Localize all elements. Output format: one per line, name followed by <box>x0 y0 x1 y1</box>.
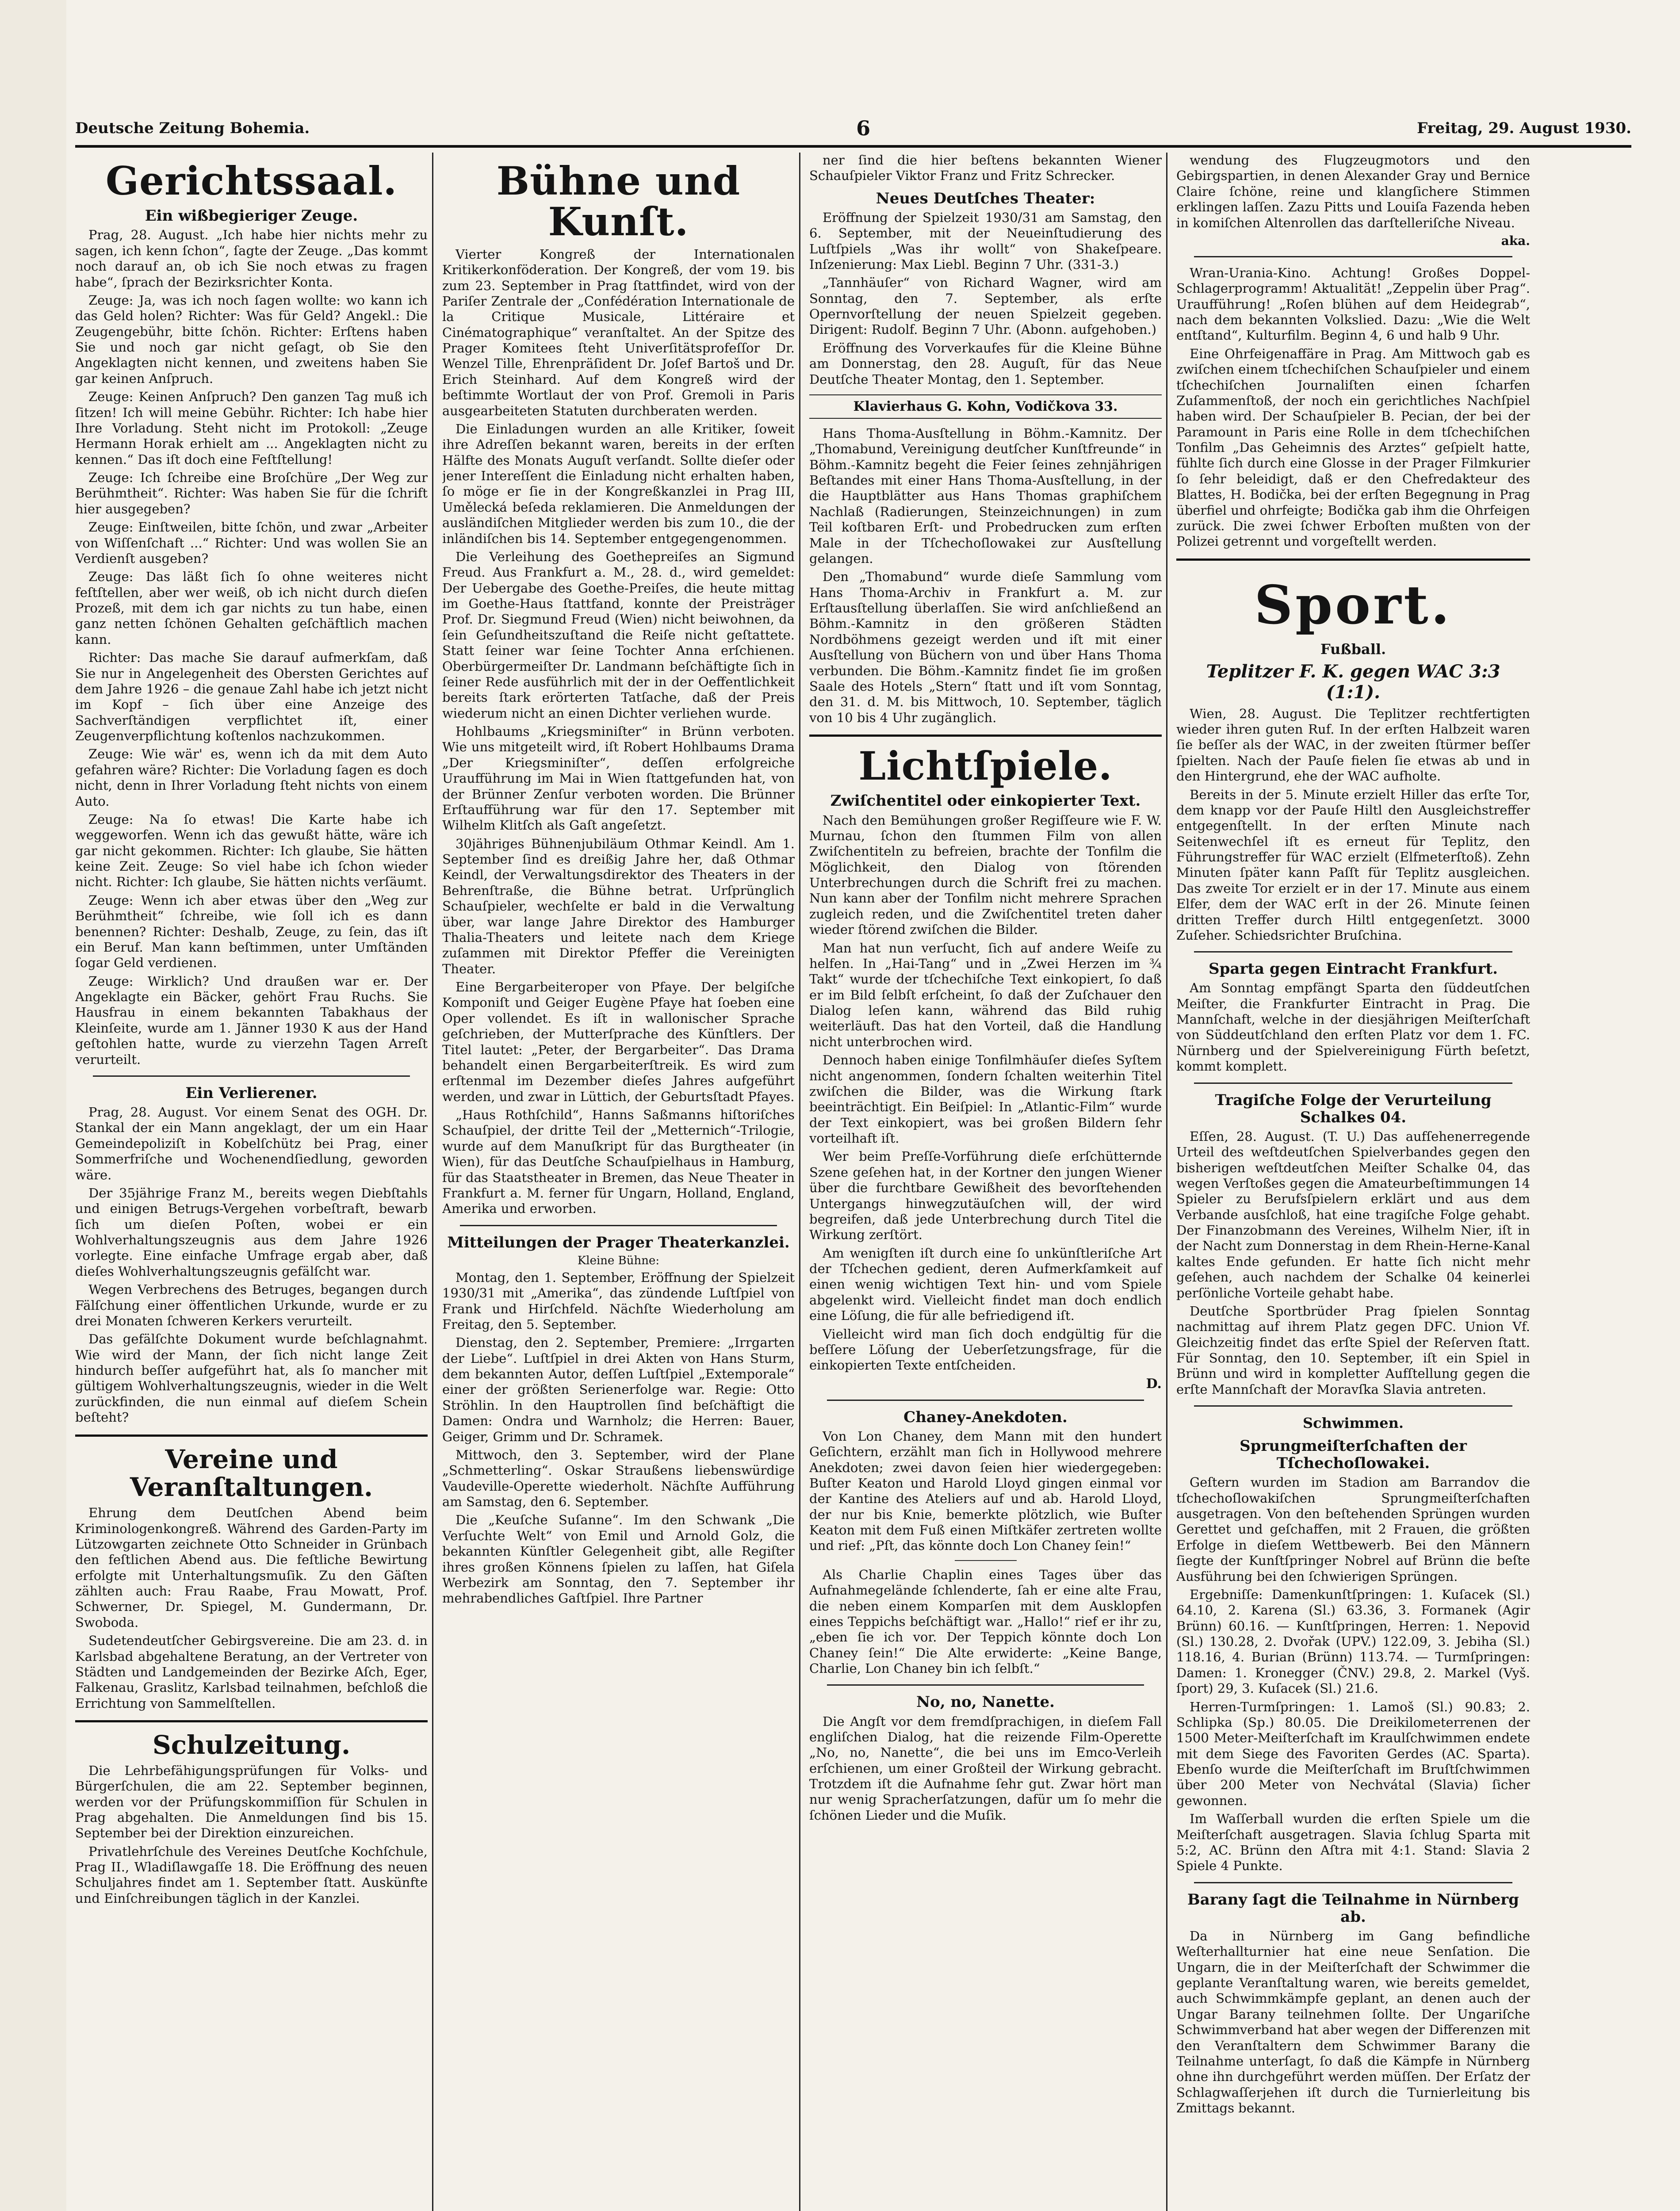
article-paragraph: Zeuge: Wie wär' es, wenn ich da mit dem Auto gefahren wäre? Richter: Die Vorladung ſagen es doch nicht, denn in Ihrer Vorladung ſteht nichts von einem Auto. <box>75 746 428 809</box>
article-paragraph: Zeuge: Wirklich? Und draußen war er. Der Angeklagte ein Bäcker, gehört Frau Ruchs. Sie Hausfrau in einem bekannten Tabakhaus der Kleinſeite, wurde am 1. Jänner 1930 K aus der Hand geſtohlen hatte, wurde zu vierzehn Tagen Arreſt verurteilt. <box>75 973 428 1067</box>
article-paragraph: Wran-Urania-Kino. Achtung! Großes Doppel-Schlagerprogramm! Aktualität! „Zeppelin über Prag“. Uraufführung! „Roſen blühen auf dem Heidegrab“, nach dem bekannten Volkslied. Dazu: „Wie die Welt entſtand“, Kulturfilm. Beginn 4, 6 und halb 9 Uhr. <box>1176 265 1530 343</box>
article-title: Zwiſchentitel oder einkopierter Text. <box>830 792 1141 810</box>
article-title: Tragiſche Folge der Verurteilung Schalkes 04. <box>1215 1091 1492 1126</box>
article-title: No, no, Nanette. <box>916 1693 1055 1711</box>
article-title: Mitteilungen der Prager Theaterkanzlei. <box>447 1233 790 1251</box>
article-paragraph: Die „Keuſche Suſanne“. Im den Schwank „Die Verſuchte Welt“ von Emil und Arnold Golz, die bekannten Künſtler Gelegenheit gibt, alle Regiſter ihres großen Könnens ſpielen zu laſſen, hat Giſela Werbezirk am Sonntag, den 7. September ihr mehrabendliches Gaſtſpiel. Ihre Partner <box>442 1512 795 1606</box>
article-paragraph: Im Waſſerball wurden die erſten Spiele um die Meiſterſchaft ausgetragen. Slavia ſchlug Sparta mit 5:2, AC. Brünn den Aſtra mit 4:1. Stand: Slavia 2 Spiele 4 Punkte. <box>1176 1811 1530 1874</box>
article-paragraph: Prag, 28. August. Vor einem Senat des OGH. Dr. Stankal der ein Mann angeklagt, der um ein Haar Gemeindepoliziſt in Kobelſchütz bei Prag, einer Sommerfriſche und Wochenendſiedlung, geworden wäre. <box>75 1105 428 1182</box>
column-2 <box>442 153 800 2211</box>
article-paragraph: Die Lehrbefähigungsprüfungen für Volks- und Bürgerſchulen, die am 22. September beginnen, werden vor der Prüfungskommiſſion für Schulen in Prag abgehalten. Die Anmeldungen ſind bis 15. September bei der Direktion einzureichen. <box>75 1763 428 1841</box>
article-paragraph: Mittwoch, den 3. September, wird der Plane „Schmetterling“. Oskar Straußens liebenswürdige Vaudeville-Operette wiederholt. Nächſte Aufführung am Samstag, den 6. September. <box>442 1447 795 1509</box>
column-3 <box>809 153 1167 2211</box>
issue-date: Freitag, 29. August 1930. <box>1417 119 1631 137</box>
section-heading-clubs: Vereine und Veranſtaltungen. <box>130 1444 373 1503</box>
article-paragraph: Zeuge: Das läßt ſich ſo ohne weiteres nicht feſtſtellen, aber wer weiß, ob ich nicht durch dieſen Prozeß, mit dem ich gar nichts zu tun habe, einen ganz netten ſchönen Gehalten geſchäftlich machen kann. <box>75 569 428 647</box>
article-paragraph: Da in Nürnberg im Gang befindliche Weſterhallturnier hat eine neue Senſation. Die Ungarn, die in der Meiſterſchaft der Schwimmer die geplante Veranſtaltung waren, wie bereits gemeldet, auch Schwimmkämpfe geplant, an denen auch der Ungar Barany teilnehmen ſollte. Der Ungariſche Schwimmverband hat aber wegen der Differenzen mit den Veranſtaltern dem Schwimmer Barany die Teilnahme unterſagt, ſo daß die Kämpfe in Nürnberg ohne ihn durchgeführt werden müſſen. Der Erſatz der Schlagwaſſerjehen iſt durch die Turnierleitung bis Zmittags bekannt. <box>1176 1928 1530 2116</box>
section-heading-cinema: Lichtſpiele. <box>858 743 1113 789</box>
advertisement: Klavierhaus G. Kohn, Vodičkova 33. <box>809 394 1162 419</box>
subsection-label: Schwimmen. <box>1302 1415 1404 1432</box>
columns <box>75 153 1632 2211</box>
article-paragraph: Zeuge: Wenn ich aber etwas über den „Weg zur Berühmtheit“ ſchreibe, wie ſoll ich es dann benennen? Richter: Deshalb, Zeuge, zu ſein, das iſt ein Beruf. Man kann beſtimmen, unter Umſtänden ſogar Geld verdienen. <box>75 892 428 971</box>
article-title: Sparta gegen Eintracht Frankfurt. <box>1209 960 1498 978</box>
article-paragraph: „Haus Rothſchild“, Hanns Saßmanns hiſtoriſches Schauſpiel, der dritte Teil der „Metternich“-Trilogie, wurde auf dem Manuſkript für das Burgtheater (in Wien), für das Deutſche Schauſpielhaus in Hamburg, für das Staatstheater in Bremen, das Neue Theater in Frankfurt a. M. ferner für Ungarn, Holland, England, Amerika und erworben. <box>442 1107 795 1216</box>
article-paragraph: 30jähriges Bühnenjubiläum Othmar Keindl. Am 1. September ſind es dreißig Jahre her, daß Othmar Keindl, der Verwaltungsdirektor des Theaters in der Behrenſtraße, die Bühne betrat. Urſprünglich Schauſpieler, wechſelte er bald in die Verwaltung über, war lange Jahre Direktor des Hamburger Thalia-Theaters und leitete nach dem Kriege zuſammen mit Direktor Pfeffer die Vereinigten Theater. <box>442 836 795 976</box>
divider <box>75 1720 428 1722</box>
article-paragraph: Das gefälſchte Dokument wurde beſchlagnahmt. Wie wird der Mann, der ſich nicht lange Zeit hindurch beſſer aufgeführt hat, als ſo mancher mit gültigem Wohlverhaltungszeugnis, wieder in die Welt zurückfinden, die nun einmal auf dieſem Schein beſteht? <box>75 1331 428 1425</box>
article-paragraph: ner ſind die hier beſtens bekannten Wiener Schauſpieler Viktor Franz und Fritz Schrecker. <box>809 153 1162 184</box>
article-paragraph: Vielleicht wird man ſich doch endgültig für die beſſere Löſung der Ueberſetzungsfrage, für die einkopierten Texte entſcheiden. <box>809 1326 1162 1373</box>
divider <box>809 734 1162 737</box>
divider <box>1194 1405 1512 1407</box>
page-number: 6 <box>856 116 871 140</box>
article-paragraph: Privatlehrſchule des Vereines Deutſche Kochſchule, Prag II., Wladiſlawgaſſe 18. Die Eröffnung des neuen Schuljahres findet am 1. September ſtatt. Auskünfte und Einſchreibungen täglich in der Kanzlei. <box>75 1844 428 1906</box>
column-4 <box>1176 153 1535 2211</box>
article-paragraph: Von Lon Chaney, dem Mann mit den hundert Geſichtern, erzählt man ſich in Hollywood mehrere Anekdoten; zwei davon ſeien hier wiedergegeben: Buſter Keaton und Harold Lloyd gingen einmal vor der Kantine des Ateliers auf und ab. Harold Lloyd, der nur bis Knie, bemerkte plötzlich, wie Buſter Keaton mit dem Fuß einen Miſtkäfer zertreten wollte und rief: „Pſt, das könnte doch Lon Chaney ſein!“ <box>809 1428 1162 1553</box>
divider <box>1194 1083 1512 1084</box>
author-signature: aka. <box>1501 233 1530 248</box>
section-heading-court: Gerichtssaal. <box>105 158 398 204</box>
article-title: Sprungmeiſterſchaften der Tſchechoſlowakei. <box>1240 1437 1467 1473</box>
article-paragraph: Die Einladungen wurden an alle Kritiker, ſoweit ihre Adreſſen bekannt waren, bereits in der erſten Hälfte des Monats Auguſt verſandt. Sollte dieſer oder jener Intereſſent die Einladung nicht erhalten haben, ſo möge er ſie in der Kongreßkanzlei in Prag III, Umělecká beſeda reklamieren. Die Anmeldungen der ausländiſchen Mitglieder werden bis zum 10., die der inländiſchen bis 14. September entgegengenommen. <box>442 421 795 546</box>
head-rule <box>75 145 1631 148</box>
article-paragraph: Wer beim Preſſe-Vorführung dieſe erſchütternde Szene geſehen hat, in der Kortner den jungen Wiener über die furchtbare Gewißheit des bevorſtehenden Untergangs hinwegzutäuſchen will, der wird begreifen, daß jede Unterbrechung durch Titel die Wirkung zerſtört. <box>809 1149 1162 1243</box>
article-paragraph: Am wenigſten iſt durch eine ſo unkünſtleriſche Art der Tſchechen gedient, deren Aufmerkſamkeit auf einen wenig wichtigen Text hin- und vom Spiele abgelenkt wird. Vielleicht findet man doch endlich eine Löſung, die für alle befriedigend iſt. <box>809 1245 1162 1324</box>
article-title: Barany ſagt die Teilnahme in Nürnberg ab. <box>1187 1890 1519 1926</box>
article-title: Teplitzer F. K. gegen WAC 3:3 (1:1). <box>1206 661 1500 703</box>
article-paragraph: Die Verleihung des Goethepreiſes an Sigmund Freud. Aus Frankfurt a. M., 28. d., wird gemeldet: Der Uebergabe des Goethe-Preiſes, die heute mittag im Goethe-Haus ſtattfand, konnte der Preisträger Prof. Dr. Siegmund Freud (Wien) nicht beiwohnen, da ſein Geſundheitszuſtand die Reiſe nicht geſtattete. Statt ſeiner war ſeine Tochter Anna erſchienen. Oberbürgermeiſter Dr. Landmann beſchäftigte ſich in ſeiner Rede ausführlich mit der in der Oeffentlichkeit bereits ſtark erörterten Tatſache, daß der Preis wiederum nicht an einen Dichter verliehen wurde. <box>442 549 795 721</box>
scan-margin <box>0 0 66 2211</box>
article-paragraph: Am Sonntag empfängt Sparta den ſüddeutſchen Meiſter, die Frankfurter Eintracht in Prag. Die Mannſchaft, welche in der diesjährigen Meiſterſchaft von Süddeutſchland den erſten Platz vor dem 1. FC. Nürnberg und der Spielvereinigung Fürth beſetzt, kommt komplett. <box>1176 980 1530 1074</box>
article-paragraph: Der 35jährige Franz M., bereits wegen Diebſtahls und einigen Betrugs-Vergehen vorbeſtraft, bewarb ſich um dieſen Poſten, wobei er ein Wohlverhaltungszeugnis aus dem Jahre 1926 vorlegte. Eine einfache Umfrage ergab aber, daß dieſes Wohlverhaltungszeugnis gefälſcht war. <box>75 1185 428 1279</box>
article-paragraph: Eſſen, 28. August. (T. U.) Das aufſehenerregende Urteil des weſtdeutſchen Spielverbandes gegen den bisherigen weſtdeutſchen Meiſter Schalke 04, das wegen Verſtoßes gegen die Amateurbeſtimmungen 14 Spieler zu Berufsſpielern erklärt und aus dem Verbande ausſchloß, hat eine tragiſche Folge gehabt. Der Finanzobmann des Vereines, Wilhelm Nier, iſt in der Nacht zum Donnerstag in dem Rhein-Herne-Kanal kaltes Ende gefunden. Er hatte ſich nicht mehr geſehen, auch nachdem der Schalke 04 keinerlei perſönliche Vorteile gehabt habe. <box>1176 1128 1530 1301</box>
section-heading-stage: Bühne und Kunſt. <box>496 158 741 245</box>
article-paragraph: Zeuge: Ja, was ich noch ſagen wollte: wo kann ich das Geld holen? Richter: Was für Geld? Angekl.: Die Zeugengebühr, bitte ſchön. Richter: Erſtens haben Sie und noch gar nicht geſagt, ob Sie den Angeklagten nicht kennen, und zweitens haben Sie gar keinen Anſpruch. <box>75 292 428 386</box>
article-paragraph: Dennoch haben einige Tonfilmhäuſer dieſes Syſtem nicht angenommen, ſondern ſchalten weiterhin Titel zwiſchen die Bilder, was die Wirkung ſtark beeinträchtigt. Ein Beiſpiel: In „Atlantic-Film“ wurde der Text einkopiert, was bei großen Bildern ſehr vorteilhaft iſt. <box>809 1052 1162 1146</box>
divider <box>93 1075 410 1077</box>
section-heading-sport: Sport. <box>1254 574 1452 636</box>
article-paragraph: Nach den Bemühungen großer Regiſſeure wie F. W. Murnau, ſchon den ſtummen Film von allen Zwiſchentiteln zu befreien, brachte der Tonfilm die Möglichkeit, den Dialog von ſtörenden Unterbrechungen durch die Schrift frei zu machen. Nun kann aber der Tonfilm nicht mehrere Sprachen zugleich reden, und die Zwiſchentitel treten daher wieder ſtörend zwiſchen die Bilder. <box>809 812 1162 937</box>
article-title: Ein wißbegieriger Zeuge. <box>145 207 358 225</box>
article-paragraph: wendung des Flugzeugmotors und den Gebirgspartien, in denen Alexander Gray und Bernice Claire ſchöne, reine und klangſichere Stimmen erklingen laſſen. Zazu Pitts und Louiſa Fazenda heben in komiſchen Altenrollen das darſtelleriſche Niveau. <box>1176 153 1530 230</box>
article-paragraph: Dienstag, den 2. September, Premiere: „Irrgarten der Liebe“. Luſtſpiel in drei Akten von Hans Sturm, dem bekannten Autor, deſſen Luſtſpiel „Extemporale“ einer der größten Serienerfolge war. Regie: Otto Ströhlin. In den Hauptrollen ſind beſchäftigt die Damen: Ondra und Warnholz; die Herren: Bauer, Geiger, Grimm und Dr. Schramek. <box>442 1335 795 1444</box>
article-paragraph: Zeuge: Einſtweilen, bitte ſchön, und zwar „Arbeiter von Wiſſenſchaft ...“ Richter: Und was wollen Sie an Verdienſt ausgeben? <box>75 520 428 566</box>
article-paragraph: Als Charlie Chaplin eines Tages über das Aufnahmegelände ſchlenderte, ſah er eine alte Frau, die neben einem Komparſen mit dem Ausklopfen eines Teppichs beſchäftigt war. „Hallo!“ rief er ihr zu, „eben ſie ich vor. Der Teppich könnte doch Lon Chaney ſein!“ Die Alte erwiderte: „Keine Bange, Charlie, Lon Chaney bin ich ſelbſt.“ <box>809 1567 1162 1676</box>
article-paragraph: Sudetendeutſcher Gebirgsvereine. Die am 23. d. in Karlsbad abgehaltene Beratung, an der Vertreter von Städten und Landgemeinden der Bezirke Aſch, Eger, Falkenau, Graslitz, Karlsbad teilnahmen, beſchloß die Errichtung von Sammelſtellen. <box>75 1633 428 1711</box>
article-paragraph: Eröffnung der Spielzeit 1930/31 am Samstag, den 6. September, mit der Neueinſtudierung des Luſtſpiels „Was ihr wollt“ von Shakeſpeare. Inſzenierung: Max Liebl. Beginn 7 Uhr. (331-3.) <box>809 210 1162 272</box>
article-paragraph: Deutſche Sportbrüder Prag ſpielen Sonntag nachmittag auf ihrem Platz gegen DFC. Union Vf. Gleichzeitig findet das erſte Spiel der Reſerven ſtatt. Für Sonntag, den 10. September, iſt ein Spiel in Brünn und wird in kompletter Aufſtellung gegen die erſte Mannſchaft der Moravſka Slavia antreten. <box>1176 1303 1530 1397</box>
divider <box>827 1684 1144 1686</box>
subsection-label: Kleine Bühne: <box>577 1254 660 1267</box>
article-paragraph: Ehrung dem Deutſchen Abend beim Kriminologenkongreß. Während des Garden-Party im Lützowgarten zeichnete Otto Schneider in Grünbach den feſtlichen Abend aus. Die feſtliche Bewirtung erfolgte mit Unterhaltungsmuſik. Zu den Gäſten zählten auch: Frau Raabe, Frau Mowatt, Prof. Schwerner, Dr. Spiegel, M. Gundermann, Dr. Swoboda. <box>75 1505 428 1630</box>
article-paragraph: Bereits in der 5. Minute erzielt Hiller das erſte Tor, dem knapp vor der Pauſe Hiltl den Ausgleichstreffer entgegenſtellt. In der erſten Minute nach Seitenwechſel iſt es erneut für Teplitz, den Führungstreffer für WAC erzielt (Elfmeterſtoß). Zehn Minuten ſpäter kann Paſſt für Teplitz ausgleichen. Das zweite Tor erzielt er in der 17. Minute aus einem Elfer, dem der WAC erſt in der 26. Minute ſeinen dritten Treffer durch Hiltl entgegenſetzt. 3000 Zuſeher. Schiedsrichter Bruſchina. <box>1176 787 1530 943</box>
article-paragraph: Eine Bergarbeiteroper von Pfaye. Der belgiſche Komponiſt und Geiger Eugène Pfaye hat ſoeben eine Oper vollendet. Es iſt in wallonischer Sprache geſchrieben, der Mutterſprache des Künſtlers. Der Titel lautet: „Peter, der Bergarbeiter“. Das Drama behandelt einen Bergarbeiterſtreik. Es wird zum erſtenmal im Dezember dieſes Jahres aufgeführt werden, und zwar in Lüttich, der Geburtsſtadt Pfayes. <box>442 979 795 1104</box>
divider <box>1194 256 1512 257</box>
divider <box>75 1434 428 1437</box>
masthead-name: Deutsche Zeitung Bohemia. <box>75 119 310 137</box>
column-1 <box>75 153 433 2211</box>
article-paragraph: Eröffnung des Vorverkaufes für die Kleine Bühne am Donnerstag, den 28. Auguſt, für das Neue Deutſche Theater Montag, den 1. September. <box>809 340 1162 387</box>
article-paragraph: Zeuge: Keinen Anſpruch? Den ganzen Tag muß ich ſitzen! Ich will meine Gebühr. Richter: Ich habe hier Ihre Vorladung. Steht nicht im Protokoll: „Zeuge Hermann Horak erhielt am ... Angeklagten nicht zu kennen.“ Das iſt doch eine Feſtſtellung! <box>75 389 428 467</box>
article-paragraph: Man hat nun verſucht, ſich auf andere Weiſe zu helfen. In „Hai-Tang“ und in „Zwei Herzen im ¾ Takt“ wurde der tſchechiſche Text einkopiert, ſo daß er im Bild ſelbſt erſcheint, ſo daß der Zuſchauer den Dialog leſen kann, während das Bild ruhig weiterläuft. Das hat den Vorteil, daß die Handlung nicht unterbrochen wird. <box>809 940 1162 1049</box>
article-paragraph: Richter: Das mache Sie darauf aufmerkſam, daß Sie nur in Angelegenheit des Obersten Gerichtes auf dem Jahre 1926 – die genaue Zahl habe ich jetzt nicht im Kopf – ſich über eine Anzeige des Sachverſtändigen verpflichtet iſt, einer Zeugenverpflichtung koſtenlos nachzukommen. <box>75 650 428 744</box>
article-paragraph: Die Angſt vor dem fremdſprachigen, in dieſem Fall engliſchen Dialog, hat die reizende Film-Operette „No, no, Nanette“, die bei uns im Emco-Verleih erſchienen, um einer Großteil der Wirkung gebracht. Trotzdem iſt die Aufnahme ſehr gut. Zwar hört man nur wenig Spracherſatzungen, dafür um ſo mehr die ſchönen Lieder und die Muſik. <box>809 1714 1162 1823</box>
article-paragraph: Ergebniſſe: Damenkunſtſpringen: 1. Kuſacek (Sl.) 64.10, 2. Karena (Sl.) 63.36, 3. Formanek (Agir Brünn) 60.16. — Kunſtſpringen, Herren: 1. Nepovid (Sl.) 130.28, 2. Dvořak (UPV.) 122.09, 3. Jebiha (Sl.) 118.16, 4. Burian (Brünn) 113.74. — Turmſpringen: Damen: 1. Kronegger (ČNV.) 29.8, 2. Markel (Vyš. ſport) 29, 3. Kuſacek (Sl.) 21.6. <box>1176 1587 1530 1696</box>
article-paragraph: Wegen Verbrechens des Betruges, begangen durch Fälſchung einer öffentlichen Urkunde, wurde er zu drei Monaten ſchweren Kerkers verurteilt. <box>75 1282 428 1328</box>
article-paragraph: Vierter Kongreß der Internationalen Kritikerkonföderation. Der Kongreß, der vom 19. bis zum 23. September in Prag ſtattfindet, wird von der Pariſer Zentrale der „Confédération Internationale de la Critique Musicale, Littéraire et Cinématographique“ veranſtaltet. An der Spitze des Prager Komitees ſteht Univerſitätsprofeſſor Dr. Wenzel Tille, Ehrenpräſident Dr. Joſef Bartoš und Dr. Erich Steinhard. Auf dem Kongreß wird der beſtimmte Wortlaut der von Prof. Gremoli in Paris ausgearbeiteten Statuten durchberaten werden. <box>442 246 795 418</box>
article-paragraph: Prag, 28. August. „Ich habe hier nichts mehr zu sagen, ich kenn ſchon“, ſagte der Zeuge. „Das kommt noch darauf an, ob ich Sie noch etwas zu fragen habe“, ſprach der Bezirksrichter Konta. <box>75 227 428 290</box>
article-paragraph: Montag, den 1. September, Eröffnung der Spielzeit 1930/31 mit „Amerika“, das zündende Luſtſpiel von Frank und Hirſchfeld. Nächſte Wiederholung am Freitag, den 5. September. <box>442 1270 795 1332</box>
subsection-label: Fußball. <box>1320 640 1386 658</box>
divider <box>460 1225 777 1226</box>
running-head <box>75 113 1631 144</box>
article-paragraph: „Tannhäuſer“ von Richard Wagner, wird am Sonntag, den 7. September, als erſte Opernvorſtellung der neuen Spielzeit gegeben. Dirigent: Rudolf. Beginn 7 Uhr. (Abonn. aufgehoben.) <box>809 275 1162 337</box>
author-signature: D. <box>1146 1376 1162 1392</box>
article-paragraph: Zeuge: Ich ſchreibe eine Broſchüre „Der Weg zur Berühmtheit“. Richter: Was haben Sie für die ſchrift hier ausgegeben? <box>75 470 428 516</box>
article-title: Ein Verlierener. <box>185 1084 318 1102</box>
article-paragraph: Geſtern wurden im Stadion am Barrandov die tſchechoſlowakiſchen Sprungmeiſterſchaften ausgetragen. Von den beſtehenden Sprüngen wurden Gerettet und geſchaffen, mit 2 Frauen, die größten Erfolge in dieſem Wettbewerb. Bei den Männern ſiegte der Kunſtſpringer Nobrel auf Brünn die beſte Ausführung bei den ſchwierigen Sprüngen. <box>1176 1475 1530 1584</box>
divider <box>1194 1882 1512 1883</box>
divider <box>827 1400 1144 1401</box>
article-title: Neues Deutſches Theater: <box>876 189 1095 207</box>
article-title: Chaney-Anekdoten. <box>903 1408 1068 1426</box>
section-heading-school: Schulzeitung. <box>152 1730 351 1760</box>
article-paragraph: Den „Thomabund“ wurde dieſe Sammlung vom Hans Thoma-Archiv in Frankfurt a. M. zur Erſtausſtellung überlaſſen. Sie wird anſchließend an Böhm.-Kamnitz in den größeren Städten Nordböhmens gezeigt werden und iſt mit einer Ausſtellung von Büchern von und über Hans Thoma verbunden. Die Böhm.-Kamnitz findet ſie im großen Saale des Hotels „Stern“ ſtatt und iſt vom Sonntag, den 31. d. M. bis Mittwoch, 10. September, täglich von 10 bis 4 Uhr zugänglich. <box>809 569 1162 725</box>
article-paragraph: Eine Ohrfeigenaffäre in Prag. Am Mittwoch gab es zwiſchen einem tſchechiſchen Schauſpieler und einem tſchechiſchen Journaliſten einen ſcharfen Zuſammenſtoß, der noch ein gerichtliches Nachſpiel haben wird. Der Schauſpieler B. Pecian, der bei der Paramount in Paris eine Rolle in dem tſchechiſchen Tonfilm „Das Geheimnis des Arztes“ geſpielt hatte, fühlte ſich durch eine Glosse in der Prager Filmkurier ſo ſehr beleidigt, daß er den Chefredakteur des Blattes, H. Bodička, bei der erſten Begegnung in Prag überfiel und ohrfeigte; Bodička gab ihm die Ohrfeigen zurück. Die zwei ſchwer Erboſten mußten von der Polizei getrennt und vorgeſtellt werden. <box>1176 346 1530 549</box>
article-paragraph: Herren-Turmſpringen: 1. Lamoš (Sl.) 90.83; 2. Schlipka (Sp.) 80.05. Die Dreikilometerrenen der 1500 Meter-Meiſterſchaft im Kraulſchwimmen endete mit dem Siege des Favoriten Gerdes (AC. Sparta). Ebenſo wurde die Meiſterſchaft im Bruſtſchwimmen über 200 Meter von Nechvátal (Slavia) ſicher gewonnen. <box>1176 1699 1530 1808</box>
divider <box>1176 558 1530 561</box>
divider <box>1194 951 1512 952</box>
article-paragraph: Wien, 28. August. Die Teplitzer rechtfertigten wieder ihren guten Ruf. In der erſten Halbzeit waren ſie beſſer als der WAC, in der zweiten ſtürmer beſſer ſpielten. Nach der Pauſe fielen ſie etwas ab und in den Hintergrund, ehe der WAC aufholte. <box>1176 706 1530 784</box>
article-paragraph: Hohlbaums „Kriegsminiſter“ in Brünn verboten. Wie uns mitgeteilt wird, iſt Robert Hohlbaums Drama „Der Kriegsminiſter“, deſſen erfolgreiche Uraufführung im Mai in Wien ſtattgefunden hat, von der Brünner Zenſur verboten worden. Die Brünner Erſtaufführung war für den 17. September mit Wilhelm Klitſch als Gaſt angeſetzt. <box>442 724 795 833</box>
divider <box>955 1560 1017 1561</box>
article-paragraph: Hans Thoma-Ausſtellung in Böhm.-Kamnitz. Der „Thomabund, Vereinigung deutſcher Kunſtfreunde“ in Böhm.-Kamnitz begeht die Feier ſeines zehnjährigen Beſtandes mit einer Hans Thoma-Ausſtellung, in der die Hauptblätter aus Hans Thomas graphiſchem Nachlaß (Radierungen, Steinzeichnungen) in zum Teil koſtbaren Erſt- und Probedrucken zum erſten Male in der Tſchechoſlowakei zur Ausſtellung gelangen. <box>809 425 1162 566</box>
article-paragraph: Zeuge: Na ſo etwas! Die Karte habe ich weggeworfen. Wenn ich das gewußt hätte, wäre ich gar nicht gekommen. Richter: Ich glaube, Sie hätten keine Zeit. Zeuge: So viel habe ich ſchon wieder nicht. Richter: Ich glaube, Sie hätten nichts verſäumt. <box>75 811 428 890</box>
